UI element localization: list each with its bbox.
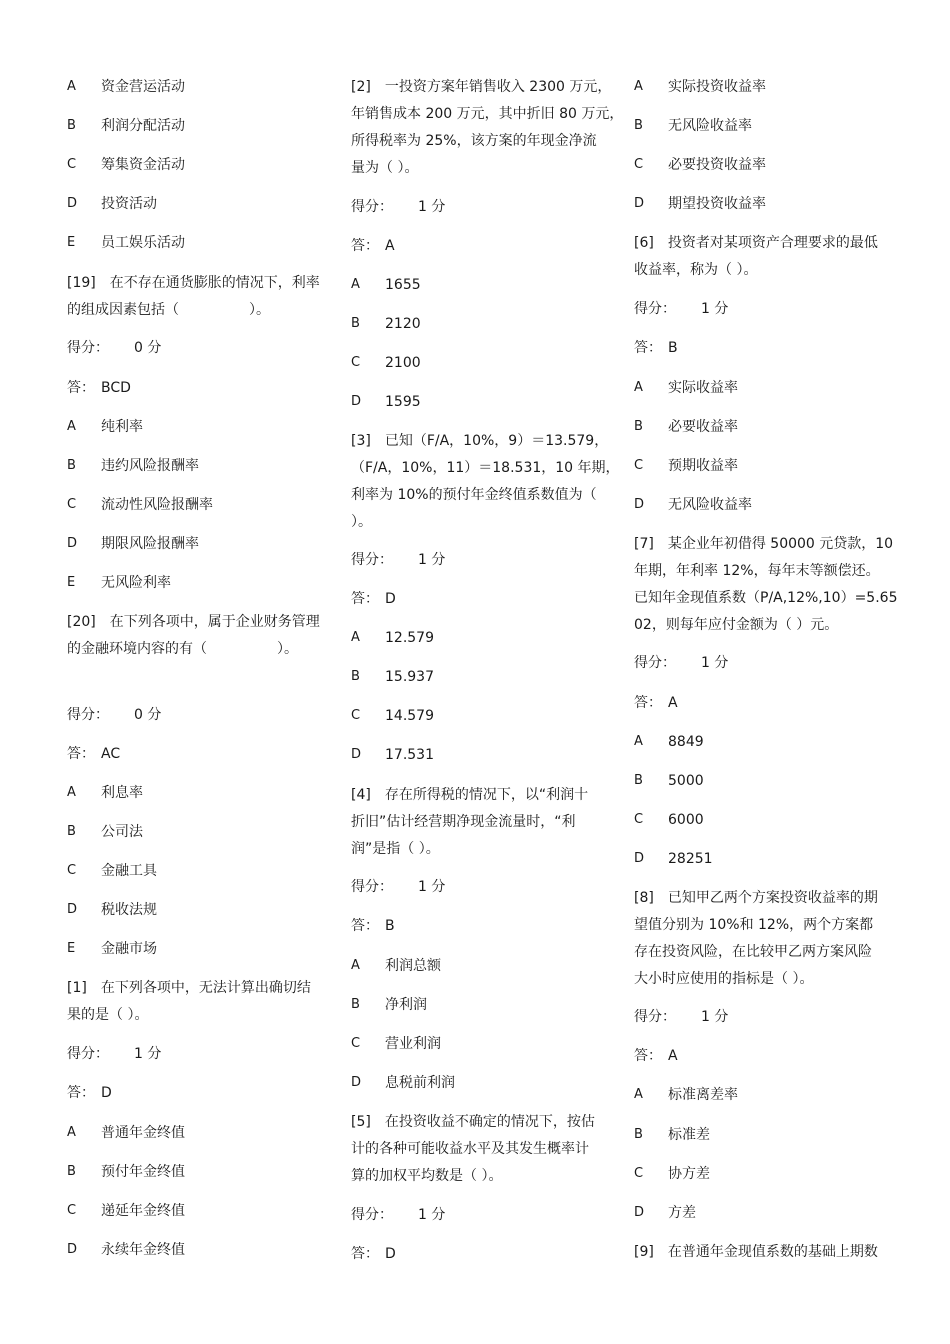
option-text: 税收法规	[101, 902, 157, 918]
question-line: 润”是指（ ）。	[351, 841, 440, 857]
question-line: [3] 已知（F/A，10%，9）＝13.579，	[351, 433, 609, 449]
option-text: 2120	[385, 316, 421, 332]
score-value: 1 分	[418, 879, 446, 895]
option-text: 必要投资收益率	[668, 157, 766, 173]
option-letter: C	[634, 157, 644, 172]
option-letter: B	[67, 118, 76, 133]
question-line: 计的各种可能收益水平及其发生概率计	[351, 1141, 589, 1157]
option-text: 利润分配活动	[101, 118, 185, 134]
question-line: 的组成因素包括（ ）。	[67, 302, 270, 318]
option-letter: A	[634, 380, 643, 395]
answer-row	[351, 916, 395, 936]
question-line: 的金融环境内容的有（ ）。	[67, 641, 298, 657]
question-line: [1] 在下列各项中，无法计算出确切结	[67, 980, 311, 996]
question-line: 02，则每年应付金额为（ ）元。	[634, 617, 839, 633]
score-row	[351, 550, 446, 570]
answer-value: BCD	[101, 380, 131, 396]
answer-value: B	[385, 918, 395, 934]
option-letter: E	[67, 575, 76, 590]
option-letter: B	[67, 824, 76, 839]
question-line: 存在投资风险，在比较甲乙两方案风险	[634, 944, 872, 960]
option-letter: C	[351, 355, 361, 370]
option-letter: D	[351, 394, 362, 409]
option-text: 8849	[668, 734, 704, 750]
answer-value: D	[385, 1246, 396, 1262]
answer-label: 答：	[351, 1246, 379, 1262]
score-value: 1 分	[418, 1207, 446, 1223]
question-line: [8] 已知甲乙两个方案投资收益率的期	[634, 890, 878, 906]
option-letter: D	[67, 1242, 78, 1257]
score-label: 得分：	[67, 707, 109, 723]
option-text: 28251	[668, 851, 713, 867]
score-label: 得分：	[67, 1046, 109, 1062]
option-text: 纯利率	[101, 419, 143, 435]
question-line: 大小时应使用的指标是（ ）。	[634, 971, 814, 987]
answer-row	[67, 744, 121, 764]
question-line: 望值分别为 10%和 12%，两个方案都	[634, 917, 874, 933]
score-row	[634, 653, 729, 673]
score-label: 得分：	[634, 301, 676, 317]
option-letter: D	[351, 747, 362, 762]
option-text: 普通年金终值	[101, 1125, 185, 1141]
option-text: 12.579	[385, 630, 434, 646]
question-line: [19] 在不存在通货膨胀的情况下，利率	[67, 275, 320, 291]
option-letter: B	[67, 1164, 76, 1179]
question-line: [4] 存在所得税的情况下，以“利润十	[351, 787, 589, 803]
option-text: 无风险利率	[101, 575, 171, 591]
option-text: 15.937	[385, 669, 434, 685]
score-value: 1 分	[418, 552, 446, 568]
option-letter: A	[67, 1125, 76, 1140]
answer-value: A	[668, 1048, 678, 1064]
option-letter: D	[634, 497, 645, 512]
score-row	[351, 877, 446, 897]
question-line: [7] 某企业年初借得 50000 元贷款，10	[634, 536, 894, 552]
option-letter: C	[351, 708, 361, 723]
option-letter: A	[351, 277, 360, 292]
option-text: 营业利润	[385, 1036, 441, 1052]
option-text: 净利润	[385, 997, 427, 1013]
answer-row	[634, 693, 678, 713]
option-text: 期望投资收益率	[668, 196, 766, 212]
question-line: 所得税率为 25%，该方案的年现金净流	[351, 133, 597, 149]
score-value: 1 分	[701, 1009, 729, 1025]
option-letter: C	[634, 458, 644, 473]
option-letter: B	[634, 118, 643, 133]
question-line: （F/A，10%，11）＝18.531，10 年期，	[351, 460, 620, 476]
option-text: 1595	[385, 394, 421, 410]
option-letter: D	[67, 902, 78, 917]
option-text: 方差	[668, 1205, 696, 1221]
option-text: 6000	[668, 812, 704, 828]
option-text: 1655	[385, 277, 421, 293]
answer-row	[634, 338, 678, 358]
option-text: 递延年金终值	[101, 1203, 185, 1219]
option-text: 息税前利润	[385, 1075, 455, 1091]
answer-label: 答：	[67, 746, 95, 762]
score-label: 得分：	[351, 1207, 393, 1223]
score-label: 得分：	[351, 879, 393, 895]
option-letter: B	[351, 997, 360, 1012]
option-letter: D	[634, 196, 645, 211]
option-letter: C	[634, 1166, 644, 1181]
option-text: 公司法	[101, 824, 143, 840]
option-text: 2100	[385, 355, 421, 371]
score-label: 得分：	[351, 552, 393, 568]
answer-label: 答：	[351, 918, 379, 934]
question-line: [2] 一投资方案年销售收入 2300 万元，	[351, 79, 612, 95]
answer-value: D	[385, 591, 396, 607]
score-label: 得分：	[351, 199, 393, 215]
score-value: 1 分	[701, 655, 729, 671]
option-letter: A	[351, 630, 360, 645]
answer-label: 答：	[634, 340, 662, 356]
option-letter: D	[634, 1205, 645, 1220]
question-line: ）。	[351, 514, 372, 530]
option-letter: A	[67, 785, 76, 800]
option-letter: C	[67, 1203, 77, 1218]
option-letter: B	[351, 669, 360, 684]
score-row	[67, 1044, 162, 1064]
score-row	[351, 1205, 446, 1225]
option-text: 流动性风险报酬率	[101, 497, 213, 513]
answer-value: A	[668, 695, 678, 711]
option-letter: C	[67, 497, 77, 512]
question-line: [6] 投资者对某项资产合理要求的最低	[634, 235, 878, 251]
option-text: 无风险收益率	[668, 497, 752, 513]
option-text: 员工娱乐活动	[101, 235, 185, 251]
option-text: 标准离差率	[668, 1087, 738, 1103]
question-line: 收益率，称为（ ）。	[634, 262, 758, 278]
score-row	[67, 705, 162, 725]
option-text: 投资活动	[101, 196, 157, 212]
option-text: 利息率	[101, 785, 143, 801]
score-value: 0 分	[134, 340, 162, 356]
score-row	[67, 338, 162, 358]
option-text: 5000	[668, 773, 704, 789]
answer-row	[634, 1046, 678, 1066]
answer-label: 答：	[67, 380, 95, 396]
option-text: 17.531	[385, 747, 434, 763]
option-text: 违约风险报酬率	[101, 458, 199, 474]
option-letter: A	[67, 419, 76, 434]
option-text: 14.579	[385, 708, 434, 724]
option-text: 标准差	[668, 1127, 710, 1143]
score-label: 得分：	[634, 655, 676, 671]
option-text: 无风险收益率	[668, 118, 752, 134]
answer-value: B	[668, 340, 678, 356]
option-letter: C	[351, 1036, 361, 1051]
option-letter: B	[351, 316, 360, 331]
score-value: 1 分	[418, 199, 446, 215]
question-line: 果的是（ ）。	[67, 1007, 149, 1023]
option-text: 预期收益率	[668, 458, 738, 474]
option-letter: A	[634, 734, 643, 749]
question-line: 折旧”估计经营期净现金流量时，“利	[351, 814, 576, 830]
option-letter: A	[67, 79, 76, 94]
option-text: 永续年金终值	[101, 1242, 185, 1258]
option-text: 预付年金终值	[101, 1164, 185, 1180]
question-line: 算的加权平均数是（ ）。	[351, 1168, 503, 1184]
option-text: 金融工具	[101, 863, 157, 879]
score-row	[634, 1007, 729, 1027]
option-text: 筹集资金活动	[101, 157, 185, 173]
answer-label: 答：	[351, 591, 379, 607]
option-text: 实际投资收益率	[668, 79, 766, 95]
score-row	[634, 299, 729, 319]
option-letter: A	[634, 79, 643, 94]
score-label: 得分：	[67, 340, 109, 356]
option-letter: E	[67, 941, 76, 956]
question-line: 已知年金现值系数（P/A,12%,10）=5.65	[634, 590, 898, 606]
option-letter: B	[634, 773, 643, 788]
option-letter: C	[67, 157, 77, 172]
question-line: [9] 在普通年金现值系数的基础上期数	[634, 1244, 878, 1260]
option-letter: D	[67, 536, 78, 551]
score-row	[351, 197, 446, 217]
option-text: 金融市场	[101, 941, 157, 957]
option-letter: B	[67, 458, 76, 473]
option-letter: B	[634, 1127, 643, 1142]
answer-row	[67, 1083, 112, 1103]
question-line: 利率为 10%的预付年金终值系数值为（	[351, 487, 597, 503]
answer-value: D	[101, 1085, 112, 1101]
option-letter: D	[351, 1075, 362, 1090]
option-letter: D	[67, 196, 78, 211]
option-text: 实际收益率	[668, 380, 738, 396]
question-line: 量为（ ）。	[351, 160, 419, 176]
option-letter: C	[67, 863, 77, 878]
answer-row	[67, 378, 131, 398]
question-line: 年期，年利率 12%，每年末等额偿还。	[634, 563, 880, 579]
score-label: 得分：	[634, 1009, 676, 1025]
answer-label: 答：	[67, 1085, 95, 1101]
option-letter: D	[634, 851, 645, 866]
answer-value: AC	[101, 746, 121, 762]
option-letter: E	[67, 235, 76, 250]
option-text: 必要收益率	[668, 419, 738, 435]
question-line: 年销售成本 200 万元，其中折旧 80 万元，	[351, 106, 624, 122]
question-line: [20] 在下列各项中，属于企业财务管理	[67, 614, 320, 630]
answer-row	[351, 589, 396, 609]
option-letter: B	[634, 419, 643, 434]
score-value: 0 分	[134, 707, 162, 723]
option-text: 资金营运活动	[101, 79, 185, 95]
answer-label: 答：	[351, 238, 379, 254]
answer-row	[351, 236, 395, 256]
question-line: [5] 在投资收益不确定的情况下，按估	[351, 1114, 595, 1130]
option-letter: A	[351, 958, 360, 973]
option-letter: C	[634, 812, 644, 827]
option-text: 协方差	[668, 1166, 710, 1182]
answer-label: 答：	[634, 695, 662, 711]
score-value: 1 分	[701, 301, 729, 317]
option-text: 利润总额	[385, 958, 441, 974]
answer-value: A	[385, 238, 395, 254]
answer-row	[351, 1244, 396, 1264]
score-value: 1 分	[134, 1046, 162, 1062]
option-text: 期限风险报酬率	[101, 536, 199, 552]
option-letter: A	[634, 1087, 643, 1102]
answer-label: 答：	[634, 1048, 662, 1064]
